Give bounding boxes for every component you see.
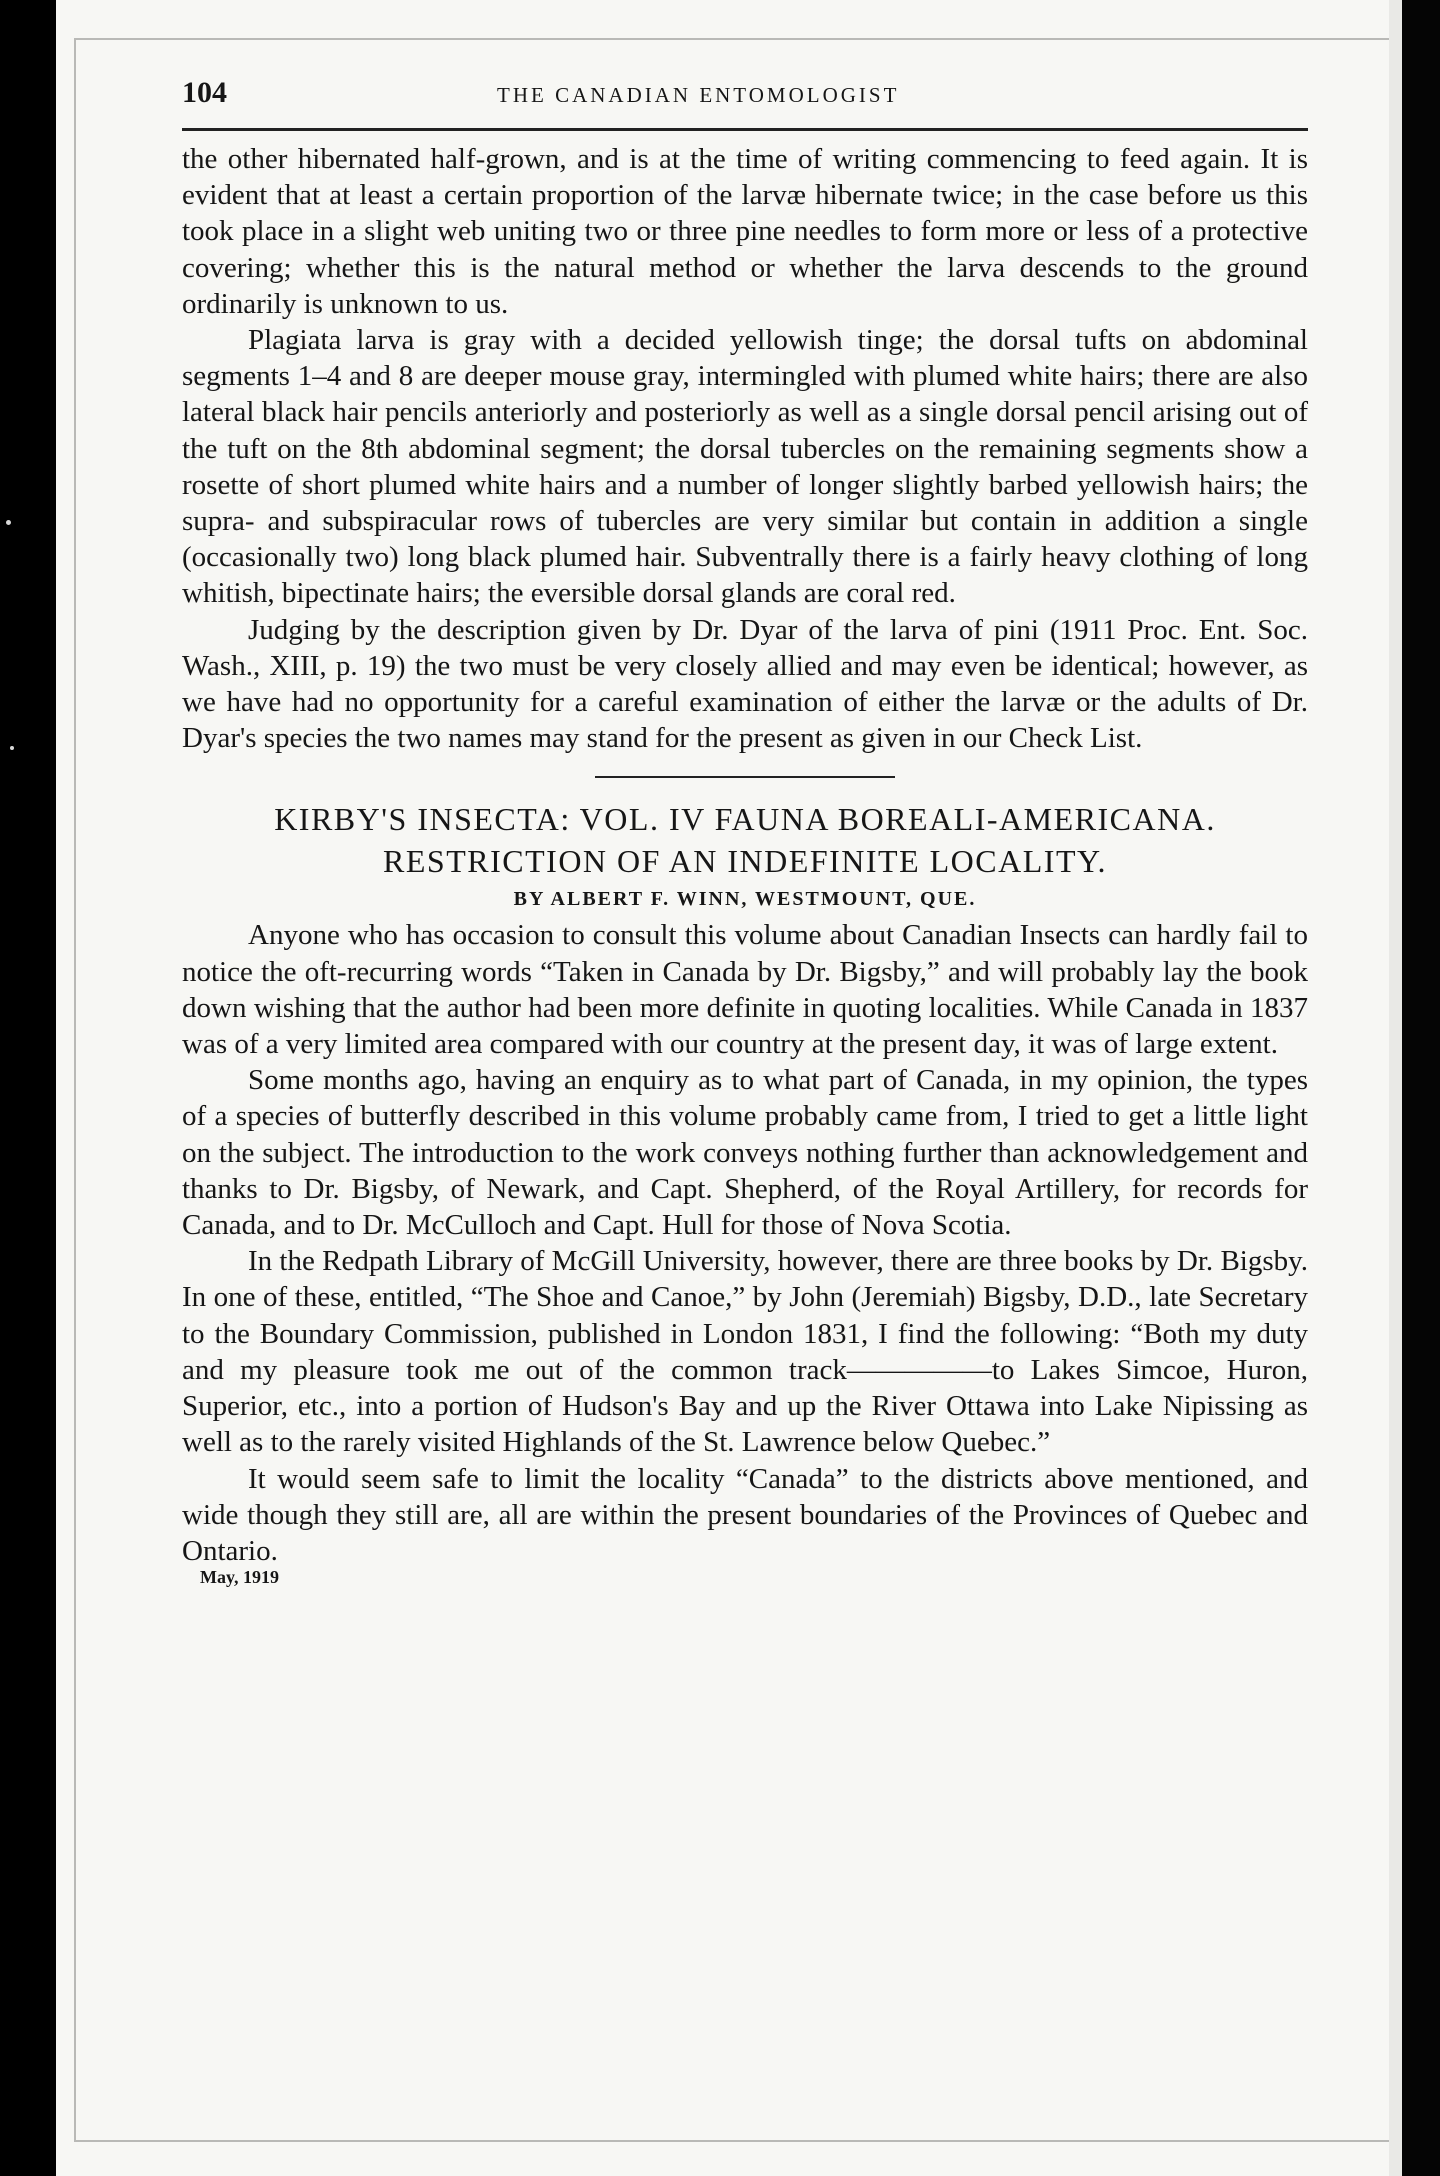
facing-page-edge	[1389, 0, 1402, 2176]
article-subtitle: RESTRICTION OF AN INDEFINITE LOCALITY.	[383, 843, 1107, 880]
scan-speck	[6, 520, 11, 525]
paragraph: the other hibernated half-grown, and is at the time of writing commencing to feed again. It is evident that at least a certain proportion of the larvæ hibernate twice; in the case before us this took place in a slight web uniting two or three pine needles to form more or less of a protective covering; whether this is the natural method or whether the larva descends to the ground ordinarily is unknown to us.	[182, 143, 1308, 320]
journal-title: THE CANADIAN ENTOMOLOGIST	[497, 83, 900, 107]
paragraph: Anyone who has occasion to consult this volume about Canadian Insects can hardly fail to notice the oft-recurring words “Taken in Canada by Dr. Bigsby,” and will probably lay the book down wishing that the author had been more definite in quoting localities. While Canada in 1837 was of a very limited area compared with our country at the present day, it was of large extent.	[182, 919, 1308, 1061]
paragraph: Plagiata larva is gray with a decided yellowish tinge; the dorsal tufts on abdominal segments 1–4 and 8 are deeper mouse gray, intermingled with plumed white hairs; there are also lateral black hair pencils anteriorly and posteriorly as well as a single dorsal pencil arising out of the tuft on the 8th abdominal segment; the dorsal tubercles on the remaining segments show a rosette of short plumed white hairs and a number of longer slightly barbed yellowish hairs; the supra- and subspiracular rows of tubercles are very similar but contain in addition a single (occasionally two) long black plumed hair. Subventrally there is a fairly heavy clothing of long whitish, bipectinate hairs; the eversible dorsal glands are coral red.	[182, 324, 1308, 610]
issue-date: May, 1919	[200, 1567, 279, 1588]
paragraph: In the Redpath Library of McGill University, however, there are three books by Dr. Bigsby. In one of these, entitled, “The Shoe and Canoe,” by John (Jeremiah) Bigsby, D.D., late Secretary to the Boundary Commission, published in London 1831, I find the following: “Both my duty and my pleasure took me out of the common track—————to Lakes Simcoe, Huron, Superior, etc., into a portion of Hudson's Bay and up the River Ottawa into Lake Nipissing as well as to the rarely visited Highlands of the St. Lawrence below Quebec.”	[182, 1245, 1308, 1459]
section-divider	[595, 776, 895, 778]
paragraph: Judging by the description given by Dr. Dyar of the larva of pini (1911 Proc. Ent. Soc. Wash., XIII, p. 19) the two must be very closely allied and may even be identical; however, as we have had no opportunity for a careful examination of either the larvæ or the adults of Dr. Dyar's species the two names may stand for the present as given in our Check List.	[182, 613, 1308, 755]
article-title: KIRBY'S INSECTA: VOL. IV FAUNA BOREALI-AMERICANA.	[274, 801, 1216, 838]
scan-margin	[1402, 0, 1440, 2176]
page-number: 104	[182, 76, 227, 109]
paragraph: It would seem safe to limit the locality “Canada” to the districts above mentioned, and wide though they still are, all are within the present boundaries of the Provinces of Quebec and Ontario.	[182, 1462, 1308, 1567]
scan-speck	[10, 746, 14, 750]
article-byline: BY ALBERT F. WINN, WESTMOUNT, QUE.	[513, 888, 977, 911]
running-header	[182, 76, 1308, 131]
paragraph: Some months ago, having an enquiry as to what part of Canada, in my opinion, the types of a species of butterfly described in this volume probably came from, I tried to get a little light on the subject. The introduction to the work conveys nothing further than acknowledgement and thanks to Dr. Bigsby, of Newark, and Capt. Shepherd, of the Royal Artillery, for records for Canada, and to Dr. McCulloch and Capt. Hull for those of Nova Scotia.	[182, 1064, 1308, 1242]
page-content	[182, 76, 1308, 1588]
